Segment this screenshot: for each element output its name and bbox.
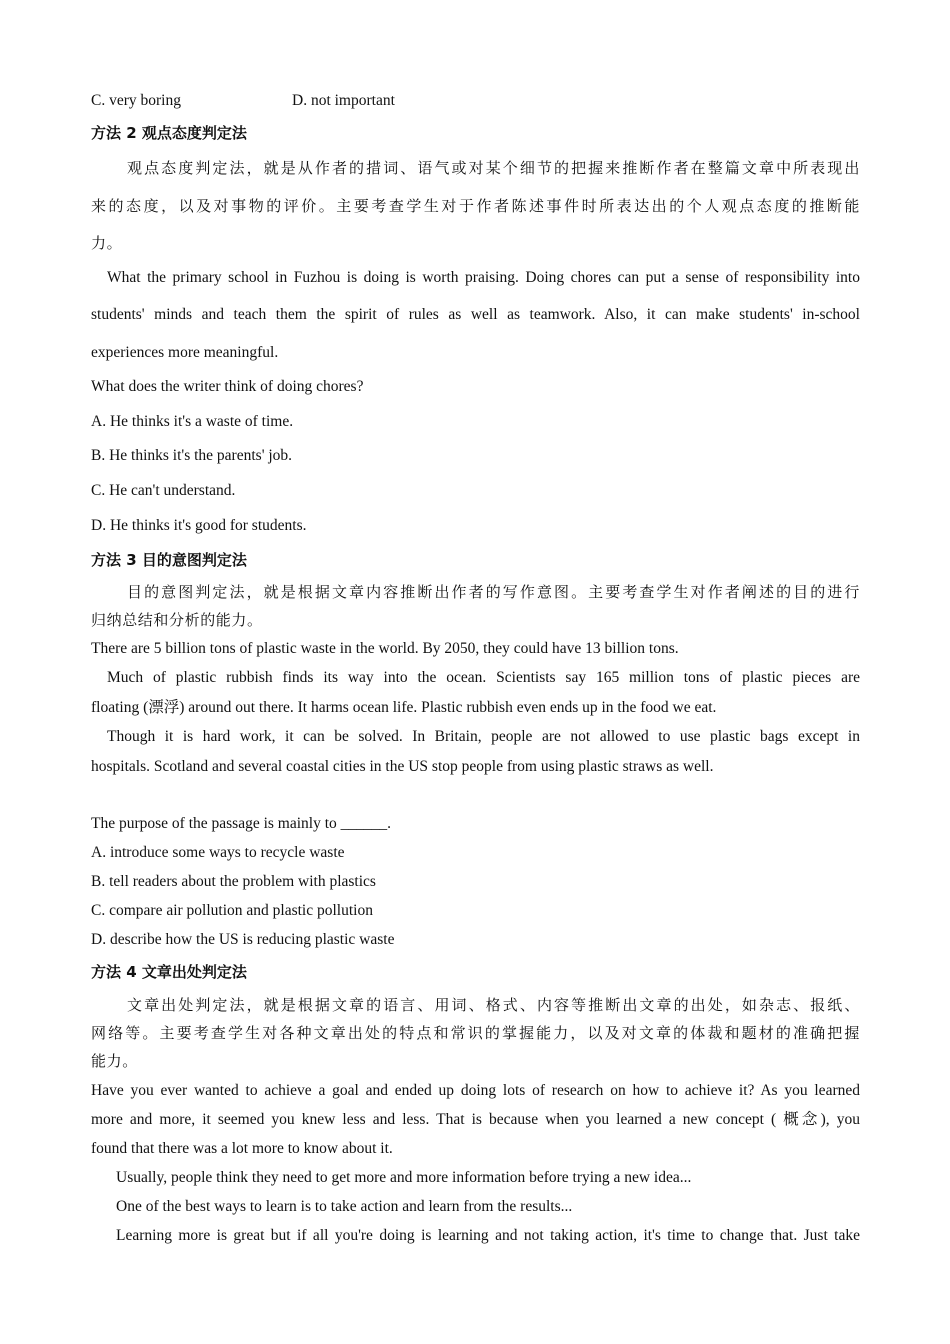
method4-passage-line: Usually, people think they need to get more and more information before trying a new idea... [116, 1169, 692, 1186]
method3-heading: 方法 3 目的意图判定法 [91, 551, 247, 569]
method2-intro-line: 观点态度判定法，就是从作者的措词、语气或对某个细节的把握来推断作者在整篇文章中所表现出 [127, 159, 860, 177]
method2-intro-line: 来的态度，以及对事物的评价。主要考查学生对于作者陈述事件时所表达出的个人观点态度的推断能 [91, 197, 860, 215]
method2-option: B. He thinks it's the parents' job. [91, 447, 293, 464]
method2-passage-line: students' minds and teach them the spirit of rules as well as teamwork. Also, it can make students' in-school [91, 306, 860, 323]
method2-option: A. He thinks it's a waste of time. [91, 413, 294, 430]
method3-option: B. tell readers about the problem with plastics [91, 873, 376, 890]
method2-passage-line: What the primary school in Fuzhou is doing is worth praising. Doing chores can put a sense of responsibility into [107, 269, 860, 286]
option-c: C. very boring [91, 92, 181, 109]
method4-passage-line: Learning more is great but if all you're doing is learning and not taking action, it's time to change that. Just take [116, 1227, 860, 1244]
method2-intro-line: 力。 [91, 234, 123, 252]
method4-passage-line: more and more, it seemed you knew less and less. That is because when you learned a new concept ( 概念), you [91, 1111, 860, 1128]
method3-intro-line: 目的意图判定法，就是根据文章内容推断出作者的写作意图。主要考查学生对作者阐述的目的进行 [127, 583, 860, 601]
method3-passage-line: floating (漂浮) around out there. It harms ocean life. Plastic rubbish even ends up in the food we eat. [91, 699, 717, 716]
method2-option: C. He can't understand. [91, 482, 236, 499]
method4-heading: 方法 4 文章出处判定法 [91, 963, 247, 981]
method3-intro-line: 归纳总结和分析的能力。 [91, 611, 263, 629]
method4-passage-line: Have you ever wanted to achieve a goal and ended up doing lots of research on how to achieve it? As you learned [91, 1082, 860, 1099]
method3-passage-line: There are 5 billion tons of plastic waste in the world. By 2050, they could have 13 billion tons. [91, 640, 679, 657]
method2-question: What does the writer think of doing chores? [91, 378, 364, 395]
option-d: D. not important [292, 92, 395, 109]
method4-intro-line: 文章出处判定法，就是根据文章的语言、用词、格式、内容等推断出文章的出处，如杂志、报纸、 [127, 996, 860, 1014]
method3-option: C. compare air pollution and plastic pollution [91, 902, 373, 919]
method3-option: D. describe how the US is reducing plastic waste [91, 931, 395, 948]
method3-passage-line: Much of plastic rubbish finds its way into the ocean. Scientists say 165 million tons of plastic pieces are [107, 669, 860, 686]
method4-passage-line: One of the best ways to learn is to take action and learn from the results... [116, 1198, 573, 1215]
method2-heading: 方法 2 观点态度判定法 [91, 124, 247, 142]
method2-option: D. He thinks it's good for students. [91, 517, 307, 534]
method2-passage-line: experiences more meaningful. [91, 344, 279, 361]
method3-question: The purpose of the passage is mainly to ______. [91, 815, 392, 832]
method4-intro-line: 网络等。主要考查学生对各种文章出处的特点和常识的掌握能力，以及对文章的体裁和题材的准确把握 [91, 1024, 860, 1042]
method4-passage-line: found that there was a lot more to know about it. [91, 1140, 393, 1157]
method3-passage-line: hospitals. Scotland and several coastal cities in the US stop people from using plastic straws as well. [91, 758, 714, 775]
method3-passage-line: Though it is hard work, it can be solved. In Britain, people are not allowed to use plastic bags except in [107, 728, 860, 745]
method4-intro-line: 能力。 [91, 1052, 138, 1070]
method3-option: A. introduce some ways to recycle waste [91, 844, 345, 861]
